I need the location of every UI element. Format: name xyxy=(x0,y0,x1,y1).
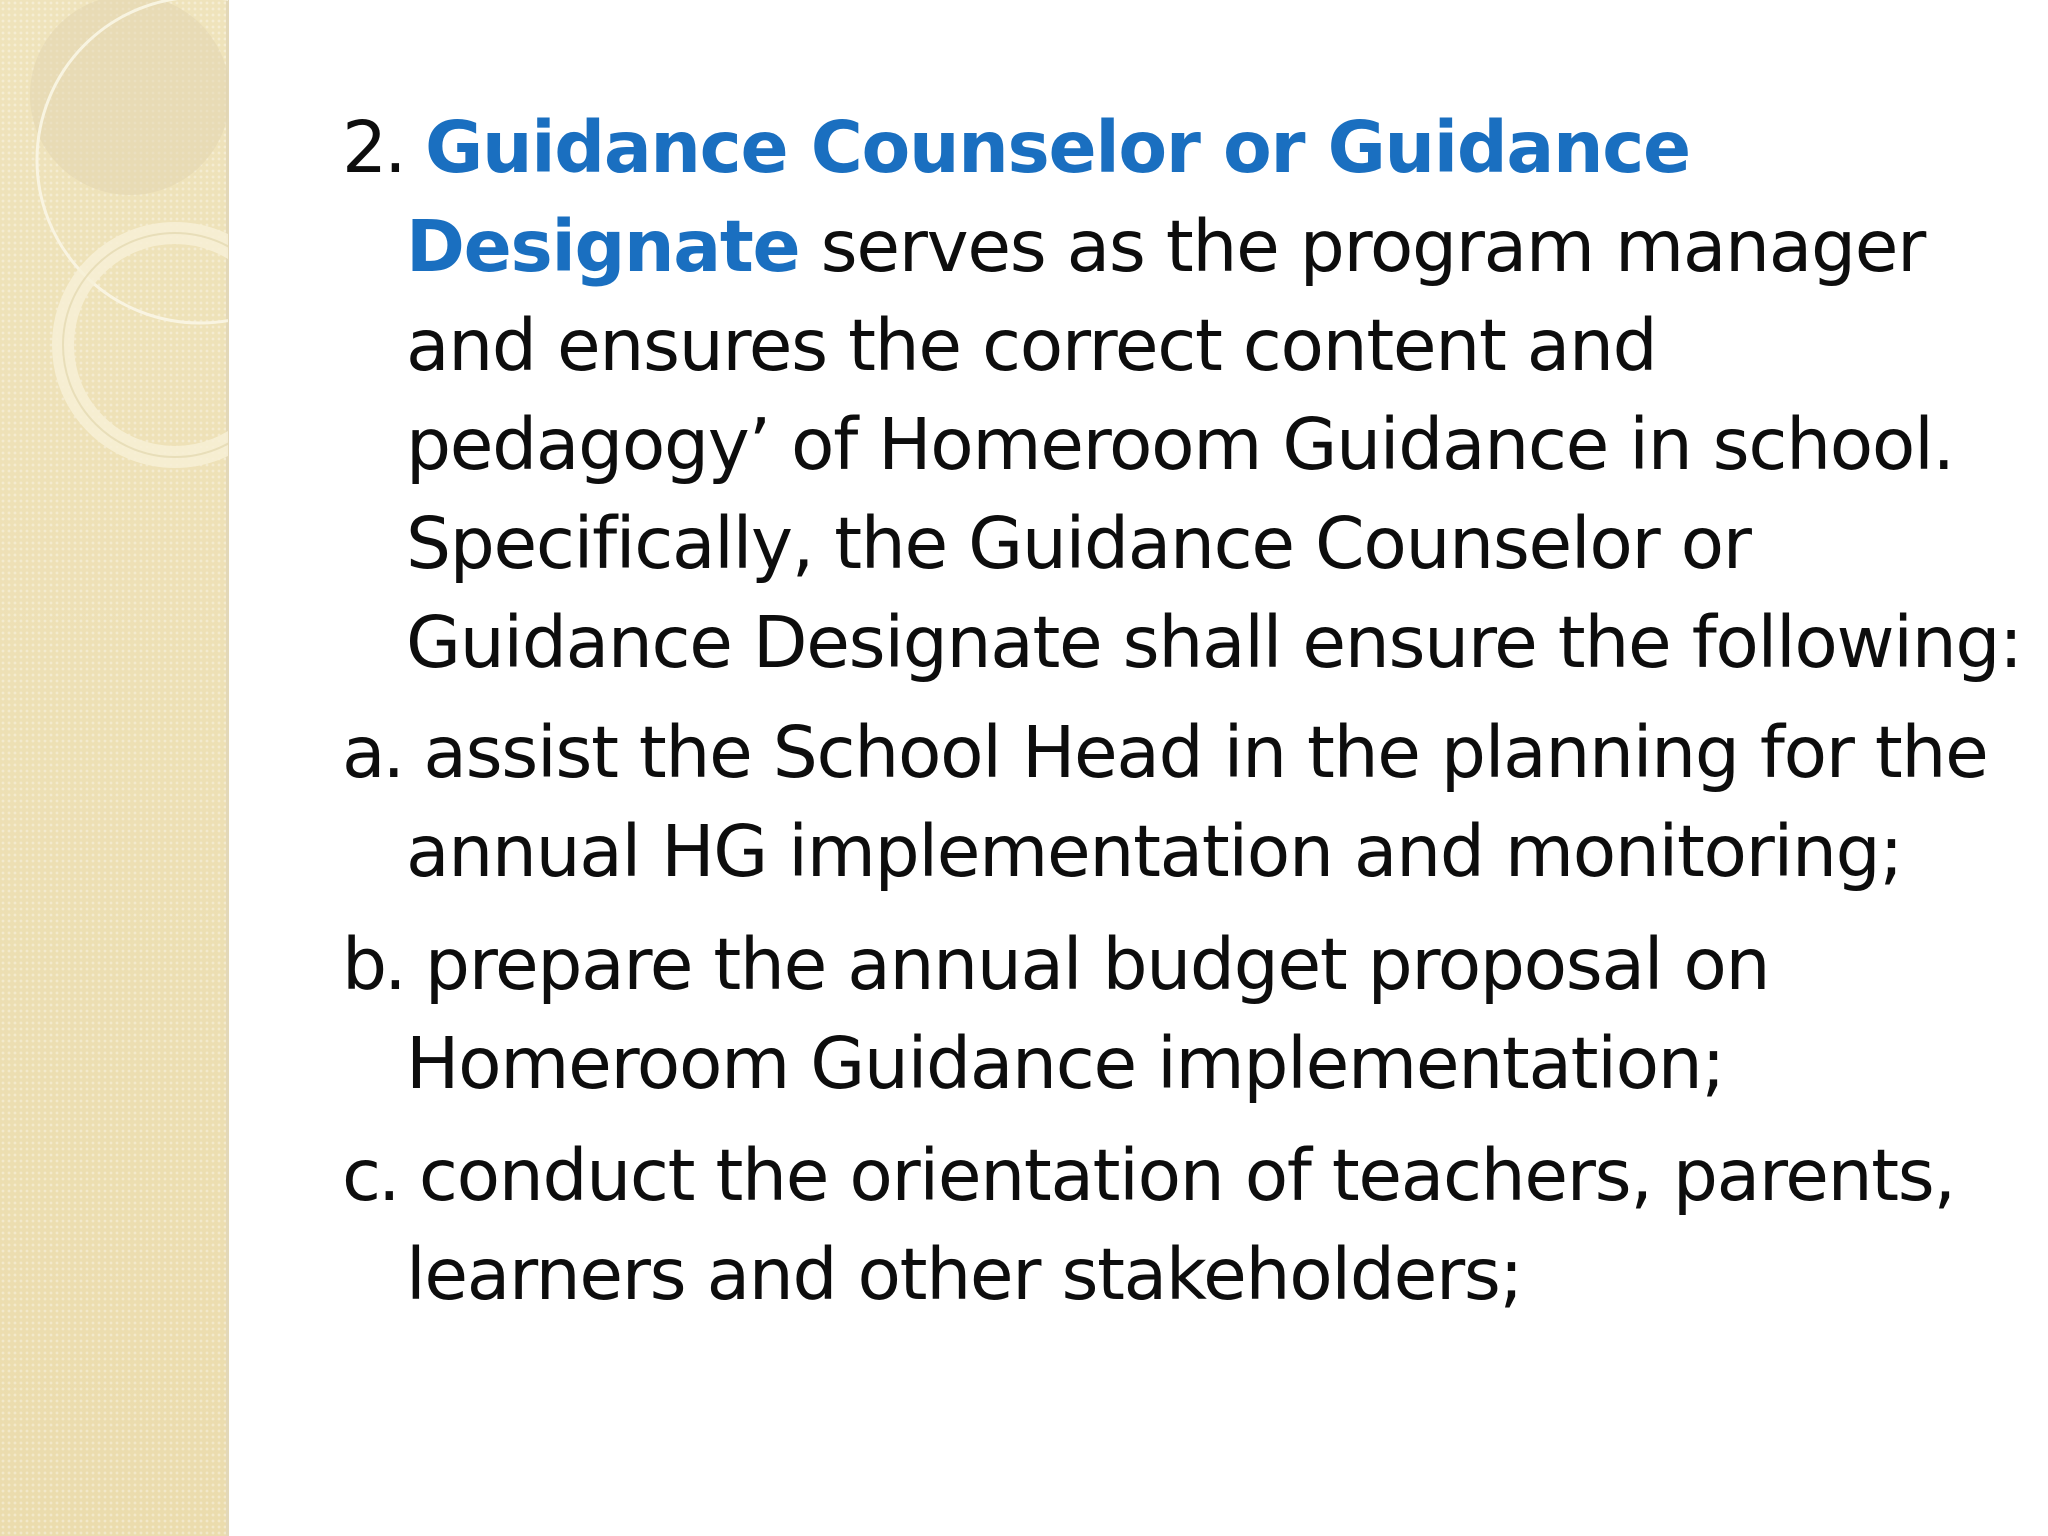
list-item-text: conduct the orientation of teachers, parents, learners and other stakeholders; xyxy=(406,1134,1955,1316)
list-item-text: assist the School Head in the planning for the annual HG implementation and monitoring; xyxy=(406,711,1988,893)
point-2-paragraph xyxy=(342,98,2026,692)
point-text: serves as the program manager and ensures the correct content and pedagogy’ of Homeroom Guidance in school. Specifically, the Guidance Counselor or Guidance Designate shall ensure the following: xyxy=(406,205,2022,684)
list-item-b xyxy=(342,915,2026,1113)
point-title: Guidance Counselor or Guidance Designate xyxy=(406,106,1690,288)
list-item-marker: a. xyxy=(342,711,403,794)
list-item-marker: c. xyxy=(342,1134,398,1217)
list-item-c xyxy=(342,1126,2026,1324)
list-item-text: prepare the annual budget proposal on Homeroom Guidance implementation; xyxy=(406,923,1770,1105)
list-item-marker: b. xyxy=(342,923,404,1006)
list-item-a xyxy=(342,703,2026,901)
point-number: 2. xyxy=(342,106,404,189)
